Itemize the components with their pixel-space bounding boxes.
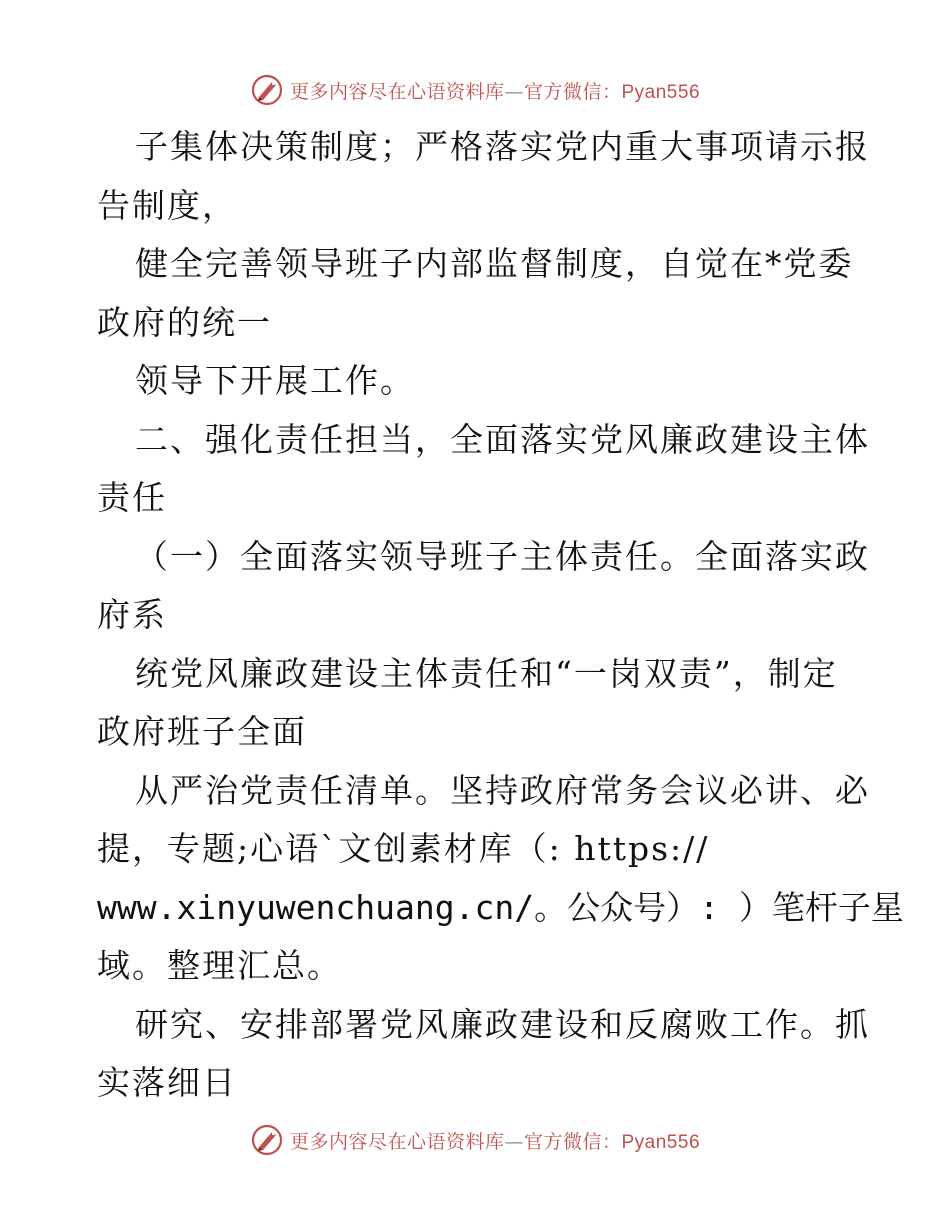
text-line: 政府班子全面 (97, 712, 307, 751)
text-line: 域。整理汇总。 (97, 946, 342, 985)
section-heading: 二、强化责任担当，全面落实党风廉政建设主体 (135, 419, 870, 459)
text-line: 从严治党责任清单。坚持政府常务会议必讲、必 (135, 770, 870, 810)
text-line: 子集体决策制度；严格落实党内重大事项请示报 (135, 127, 870, 166)
document-body (97, 118, 904, 1113)
text-line: 统党风廉政建设主体责任和“一岗双责”，制定 (135, 653, 838, 693)
header-watermark-banner (0, 70, 950, 110)
text-line: 健全完善领导班子内部监督制度，自觉在*党委 (135, 244, 854, 283)
watermark-text: 更多内容尽在心语资料库—官方微信：Pyan556 (289, 1130, 701, 1153)
text-line: 政府的统一 (97, 302, 272, 342)
text-line: 领导下开展工作。 (135, 361, 415, 400)
section-heading-cont: 责任 (97, 478, 167, 517)
pen-logo-icon (250, 1123, 284, 1157)
text-line: 实落细日 (97, 1063, 237, 1102)
text-line: 府系 (97, 595, 167, 634)
watermark-text: 更多内容尽在心语资料库—官方微信：Pyan556 (289, 80, 701, 103)
text-line: 研究、安排部署党风廉政建设和反腐败工作。抓 (135, 1004, 870, 1044)
subsection-heading: （一）全面落实领导班子主体责任。全面落实政 (135, 536, 870, 576)
text-line: 告制度， (97, 185, 237, 225)
text-line: 提，专题;心语`文创素材库（: https:// (97, 829, 710, 868)
footer-watermark-banner (0, 1120, 950, 1160)
pen-logo-icon (250, 73, 284, 107)
text-line-url: www.xinyuwenchuang.cn/。公众号）: ）笔杆子星 (97, 887, 904, 927)
